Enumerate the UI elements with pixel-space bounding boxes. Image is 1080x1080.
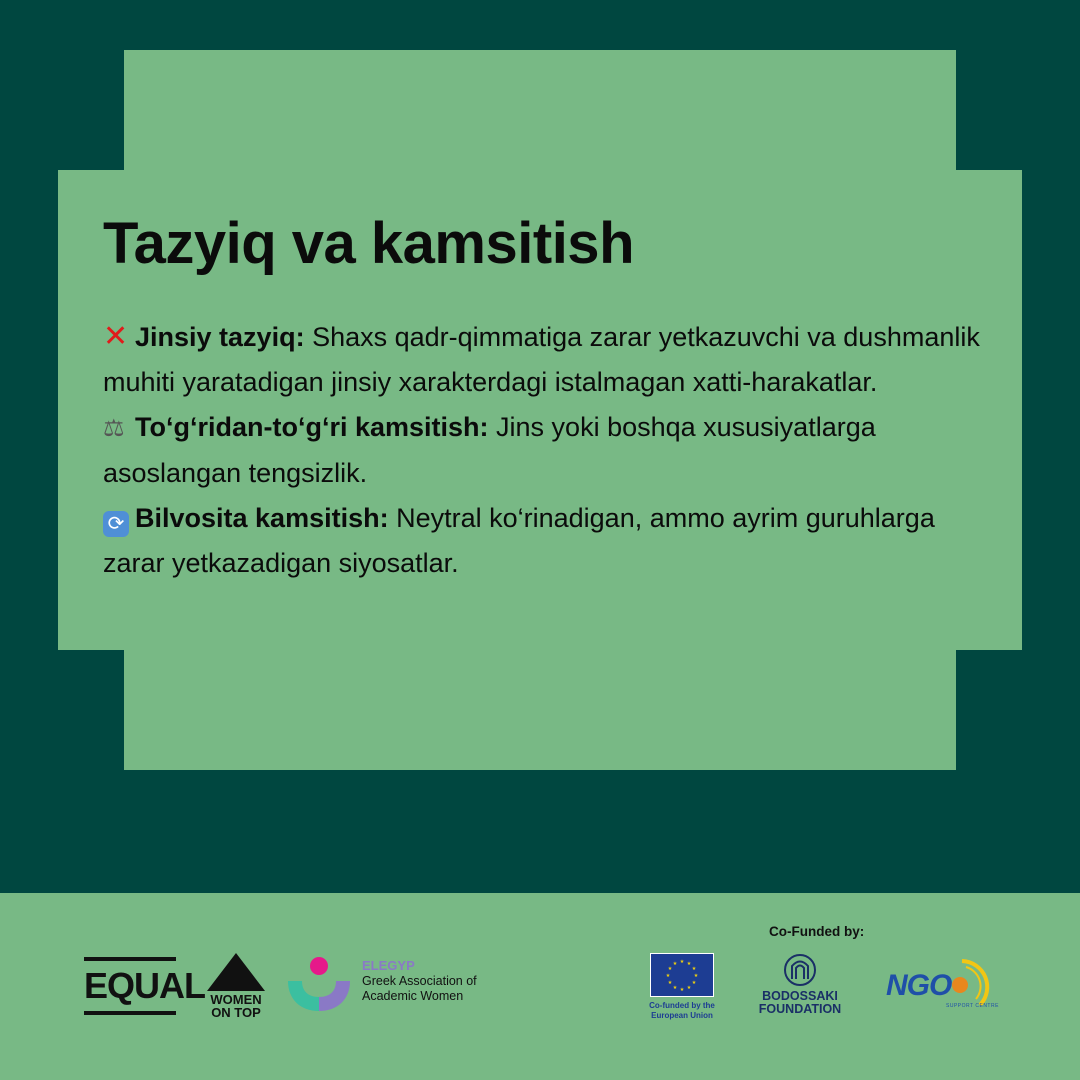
content-block: [103, 206, 1003, 586]
cycle-arrows-icon: ⟳: [103, 511, 129, 537]
svg-text:★: ★: [686, 985, 692, 991]
eu-flag-icon: [650, 953, 714, 997]
triangle-icon: [207, 953, 265, 991]
svg-text:★: ★: [693, 973, 699, 979]
term-description: Shaxs qadr-qimmatiga zarar yetkazuvchi va dushmanlik muhiti yaratadigan jinsiy xarakterdagi istalmagan xatti-harakatlar.: [103, 322, 980, 397]
page-title: Tazyiq va kamsitish: [103, 211, 634, 276]
bodossaki-logo: [748, 953, 852, 1016]
svg-text:★: ★: [672, 961, 678, 967]
svg-text:★: ★: [679, 987, 685, 993]
ngo-subtitle: SUPPORT CENTRE: [946, 1003, 999, 1009]
term-label: To‘g‘ridan-to‘g‘ri kamsitish:: [135, 412, 489, 442]
ngo-text: NGO: [886, 969, 952, 1002]
bodossaki-text: BODOSSAKI FOUNDATION: [758, 989, 842, 1016]
elegyp-subtitle: Greek Association of Academic Women: [362, 974, 477, 1003]
balance-scale-icon: ⚖: [103, 415, 125, 442]
definition-item-direct-discrimination: [103, 405, 1003, 496]
svg-text:★: ★: [672, 985, 678, 991]
definition-item-sexual-harassment: [103, 314, 1003, 405]
eu-caption: Co-funded by the European Union: [649, 1001, 715, 1020]
svg-text:★: ★: [667, 966, 673, 972]
bodossaki-emblem-icon: [783, 953, 817, 987]
svg-text:★: ★: [665, 973, 671, 979]
women-on-top-logo: [206, 953, 266, 1019]
elegyp-name: ELEGYP: [362, 958, 415, 973]
term-label: Bilvosita kamsitish:: [135, 503, 389, 533]
svg-text:★: ★: [686, 961, 692, 967]
svg-text:★: ★: [691, 980, 697, 986]
term-description: Jins yoki boshqa xususiyatlarga asoslangan tengsizlik.: [103, 412, 876, 488]
term-label: Jinsiy tazyiq:: [135, 322, 305, 352]
svg-text:★: ★: [679, 959, 685, 965]
ngo-support-centre-logo: [884, 955, 1004, 1019]
cofunded-label: Co-Funded by:: [769, 924, 865, 939]
svg-text:★: ★: [691, 966, 697, 972]
definition-item-indirect-discrimination: [103, 496, 1003, 586]
svg-text:★: ★: [667, 980, 673, 986]
cross-mark-icon: ✕: [103, 320, 129, 353]
equal-logo: EQUAL: [84, 957, 176, 1015]
elegyp-logo: [286, 955, 486, 1025]
term-description: Neytral ko‘rinadigan, ammo ayrim guruhlarga zarar yetkazadigan siyosatlar.: [103, 503, 935, 578]
women-on-top-text: WOMEN ON TOP: [210, 992, 262, 1020]
elegyp-mark-icon: [286, 955, 356, 1025]
